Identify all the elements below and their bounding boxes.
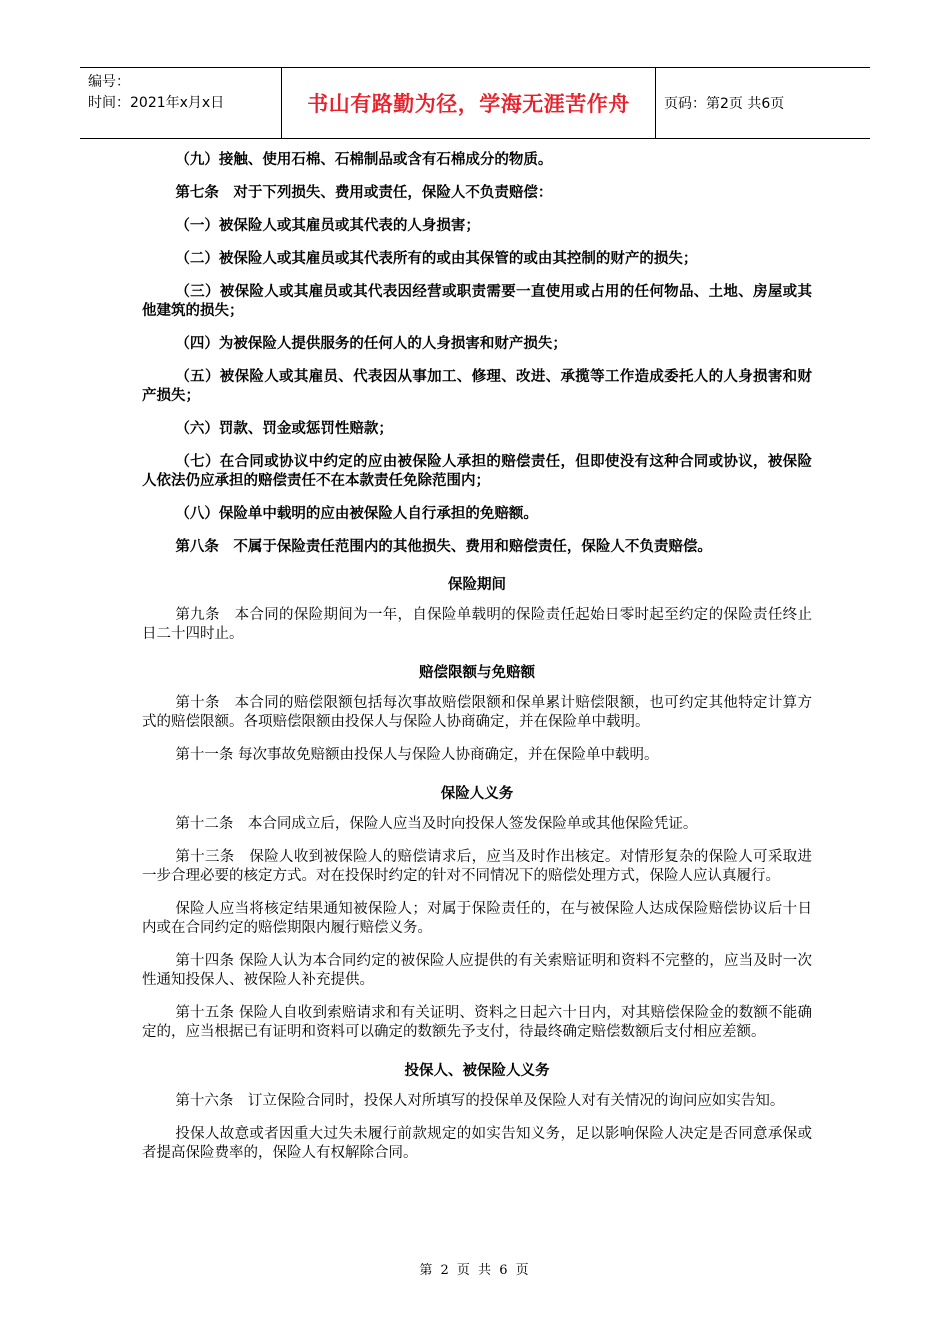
clause-paragraph: （六）罚款、罚金或惩罚性赔款； — [175, 420, 393, 437]
section-paragraph: 第十六条 订立保险合同时，投保人对所填写的投保单及保险人对有关情况的询问应如实告知。 — [175, 1093, 785, 1109]
section-paragraph: 第十条 本合同的赔偿限额包括每次事故赔偿限额和保单累计赔偿限额，也可约定其他特定计算方式的赔偿限额。各项赔偿限额由投保人与保险人协商确定，并在保险单中载明。 — [142, 695, 812, 730]
clause-paragraph: （八）保险单中载明的应由被保险人自行承担的免赔额。 — [175, 505, 538, 522]
page-footer: 第 2 页 共 6 页 — [419, 1263, 531, 1278]
document-number-label: 编号： — [88, 74, 130, 90]
section-paragraph: 第九条 本合同的保险期间为一年，自保险单载明的保险责任起始日零时起至约定的保险责任终止日二十四时止。 — [142, 607, 812, 642]
section-paragraph: 保险人应当将核定结果通知被保险人；对属于保险责任的，在与被保险人达成保险赔偿协议后十日内或在合同约定的赔偿期限内履行赔偿义务。 — [142, 901, 812, 936]
header-meta — [80, 68, 282, 138]
header-motto: 书山有路勤为径，学海无涯苦作舟 — [307, 92, 630, 116]
section-paragraph: 第十三条 保险人收到被保险人的赔偿请求后，应当及时作出核定。对情形复杂的保险人可采取进一步合理必要的核定方式。对在投保时约定的针对不同情况下的赔偿处理方式，保险人应认真履行。 — [142, 849, 812, 884]
section-paragraph: 第十四条 保险人认为本合同约定的被保险人应提供的有关索赔证明和资料不完整的，应当及时一次性通知投保人、被保险人补充提供。 — [142, 953, 812, 988]
clause-paragraph: 第八条 不属于保险责任范围内的其他损失、费用和赔偿责任，保险人不负责赔偿。 — [175, 538, 712, 555]
section-heading: 保险人义务 — [440, 785, 514, 802]
section-heading: 投保人、被保险人义务 — [404, 1062, 550, 1079]
document-body — [142, 150, 812, 1177]
clause-paragraph: （三）被保险人或其雇员或其代表因经营或职责需要一直使用或占用的任何物品、土地、房屋或其他建筑的损失； — [142, 283, 812, 319]
document-date-label: 时间：2021年x月x日 — [88, 95, 225, 111]
section-heading: 保险期间 — [448, 576, 506, 593]
section-paragraph: 第十二条 本合同成立后，保险人应当及时向投保人签发保险单或其他保险凭证。 — [175, 816, 698, 832]
clause-paragraph: （五）被保险人或其雇员、代表因从事加工、修理、改进、承揽等工作造成委托人的人身损害和财产损失； — [142, 368, 812, 404]
section-paragraph: 第十五条 保险人自收到索赔请求和有关证明、资料之日起六十日内，对其赔偿保险金的数额不能确定的，应当根据已有证明和资料可以确定的数额先予支付，待最终确定赔偿数额后支付相应差额。 — [142, 1005, 812, 1040]
clause-paragraph: （四）为被保险人提供服务的任何人的人身损害和财产损失； — [175, 335, 567, 352]
clause-paragraph: 第七条 对于下列损失、费用或责任，保险人不负责赔偿： — [175, 184, 553, 201]
header-page-info: 页码：第2页 共6页 — [664, 96, 785, 112]
clause-paragraph: （一）被保险人或其雇员或其代表的人身损害； — [175, 217, 480, 234]
clause-paragraph: （九）接触、使用石棉、石棉制品或含有石棉成分的物质。 — [175, 151, 553, 168]
section-heading: 赔偿限额与免赔额 — [419, 664, 535, 681]
header-motto-cell — [282, 68, 656, 138]
clause-paragraph: （二）被保险人或其雇员或其代表所有的或由其保管的或由其控制的财产的损失； — [175, 250, 698, 267]
clause-paragraph: （七）在合同或协议中约定的应由被保险人承担的赔偿责任，但即使没有这种合同或协议，被保险人依法仍应承担的赔偿责任不在本款责任免除范围内； — [142, 453, 812, 489]
section-paragraph: 第十一条 每次事故免赔额由投保人与保险人协商确定，并在保险单中载明。 — [175, 747, 659, 763]
section-paragraph: 投保人故意或者因重大过失未履行前款规定的如实告知义务，足以影响保险人决定是否同意承保或者提高保险费率的，保险人有权解除合同。 — [142, 1126, 812, 1161]
page-header — [80, 67, 870, 139]
